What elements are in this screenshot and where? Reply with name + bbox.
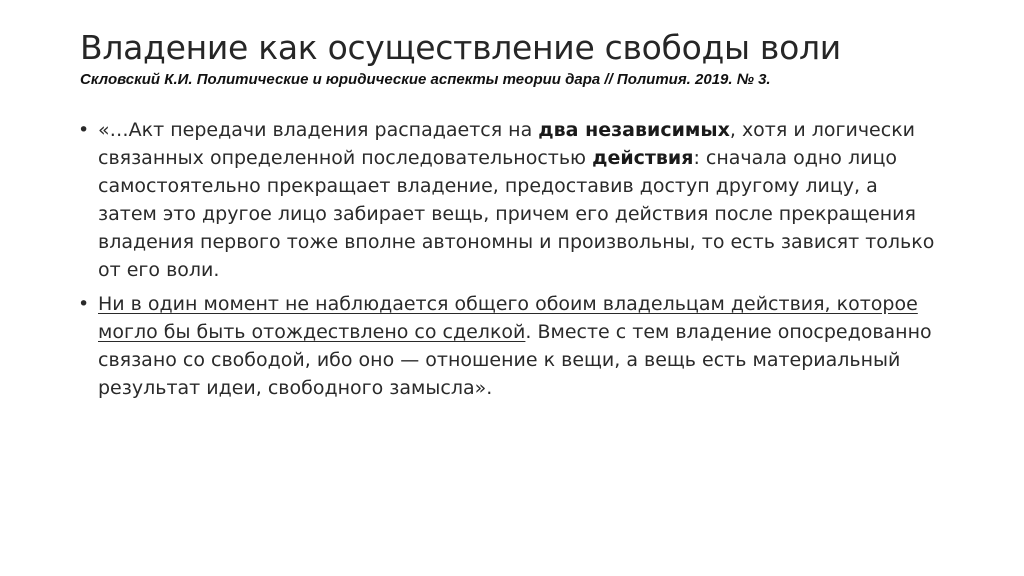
bullet-text-segment: , хотя и логически связанных определенной последовательностью: [98, 119, 916, 169]
bullet-text-segment: «…Акт передачи владения распадается на: [98, 119, 539, 141]
bullet-item: [78, 116, 938, 284]
slide-title: Владение как осуществление свободы воли: [80, 28, 841, 67]
bullet-text-underlined: Ни в один момент не наблюдается общего обоим владельцам действия, которое могло бы быть отождествлено со сделкой: [98, 293, 918, 343]
bullet-text-segment: . Вместе с тем владение опосредованно связано со свободой, ибо оно — отношение к вещи, а вещь есть материальный результат идеи, свободного замысла».: [98, 321, 932, 399]
bullet-text-bold: действия: [592, 147, 694, 169]
bullet-text-bold: два независимых: [538, 119, 730, 141]
bullet-item: [78, 290, 938, 402]
slide-subtitle: Скловский К.И. Политические и юридические аспекты теории дара // Полития. 2019. № 3.: [80, 71, 771, 88]
bullet-marker-icon: •: [78, 119, 90, 141]
bullet-marker-icon: •: [78, 293, 90, 315]
bullet-text-segment: : сначала одно лицо самостоятельно прекращает владение, предоставив доступ другому лицу, а затем это другое лицо забирает вещь, причем его действия после прекращения владения первого тоже вполне автономны и произвольны, то есть зависят только от его воли.: [98, 147, 935, 281]
bullet-list: [78, 116, 938, 408]
